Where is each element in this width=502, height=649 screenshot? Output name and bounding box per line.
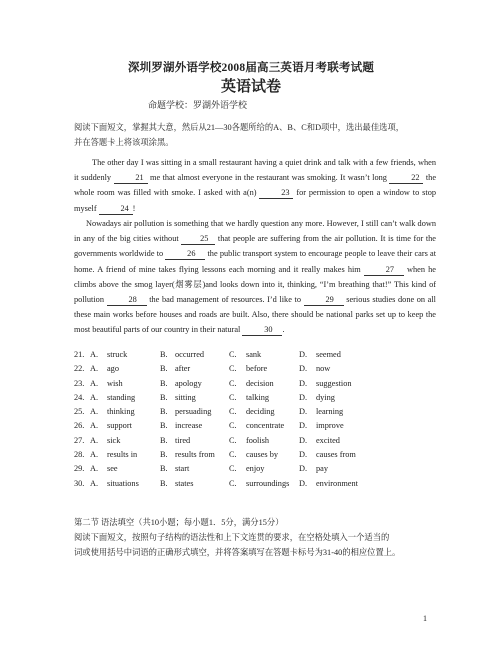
option-b: sitting xyxy=(175,392,196,402)
option-a: sick xyxy=(107,435,121,445)
option-letter-c: C. xyxy=(229,450,237,460)
option-d: dying xyxy=(316,392,335,402)
option-letter-d: D. xyxy=(299,350,308,359)
option-d: seemed xyxy=(316,350,341,359)
option-a: situations xyxy=(107,478,139,488)
question-number: 28. xyxy=(74,450,85,460)
option-letter-a: A. xyxy=(90,450,99,460)
option-row xyxy=(74,419,454,433)
question-number: 30. xyxy=(74,478,85,488)
option-letter-d: D. xyxy=(299,407,308,417)
option-row xyxy=(74,405,454,419)
option-letter-a: A. xyxy=(90,435,99,445)
option-letter-b: B. xyxy=(160,435,168,445)
option-b: states xyxy=(175,478,194,488)
option-c: concentrate xyxy=(246,421,285,431)
option-c: sank xyxy=(246,350,262,359)
option-letter-c: C. xyxy=(229,464,237,474)
page-number: 1 xyxy=(423,614,427,623)
option-b: apology xyxy=(175,378,202,388)
answer-options-list xyxy=(74,348,454,491)
exam-subtitle: 英语试卷 xyxy=(220,79,281,95)
blank-26: 26 xyxy=(165,249,205,260)
option-d: learning xyxy=(316,407,344,417)
option-letter-b: B. xyxy=(160,407,168,417)
option-b: tired xyxy=(175,435,191,445)
question-number: 25. xyxy=(74,407,85,417)
section2-instruction-line2: 词或使用括号中词语的正确形式填空，并将答案填写在答题卡标号为31-40的相应位置上。 xyxy=(74,548,401,557)
passage-paragraph-2 xyxy=(74,216,436,338)
option-c: talking xyxy=(246,392,270,402)
blank-27: 27 xyxy=(364,265,404,276)
passage-paragraph-1 xyxy=(74,155,436,216)
option-letter-c: C. xyxy=(229,364,237,374)
option-b: occurred xyxy=(175,350,205,359)
option-letter-d: D. xyxy=(299,478,308,488)
passage-text: the bad management of resources. I’d like to xyxy=(146,295,304,305)
passage-text: me that almost everyone in the restaurant was smoking. It wasn’t long xyxy=(147,173,390,183)
question-number: 24. xyxy=(74,392,85,402)
option-letter-a: A. xyxy=(90,364,99,374)
option-d: environment xyxy=(316,478,358,488)
option-b: results from xyxy=(175,450,215,460)
option-d: causes from xyxy=(316,450,356,460)
option-c: enjoy xyxy=(246,464,265,474)
passage-text: ! xyxy=(132,203,136,213)
option-a: struck xyxy=(107,350,128,359)
passage-text: the public transport system to encourage people to leave their cars at home. A friend of mine takes flying lessons each morning and it really makes him xyxy=(74,249,436,274)
option-letter-b: B. xyxy=(160,464,168,474)
option-c: surroundings xyxy=(246,478,290,488)
passage-text: The other day I was sitting in a small restaurant having a quiet drink and talk with a few friends, when it suddenly xyxy=(74,158,436,183)
question-number: 26. xyxy=(74,421,85,431)
option-a: support xyxy=(107,421,132,431)
option-letter-b: B. xyxy=(160,450,168,460)
option-letter-c: C. xyxy=(229,392,237,402)
option-a: standing xyxy=(107,392,136,402)
option-letter-a: A. xyxy=(90,378,99,388)
option-letter-c: C. xyxy=(229,378,237,388)
option-letter-d: D. xyxy=(299,450,308,460)
option-letter-a: A. xyxy=(90,392,99,402)
option-letter-a: A. xyxy=(90,464,99,474)
option-row xyxy=(74,348,454,362)
blank-28: 28 xyxy=(107,295,147,306)
option-letter-d: D. xyxy=(299,378,308,388)
option-letter-b: B. xyxy=(160,478,168,488)
option-c: before xyxy=(246,364,268,374)
option-letter-b: B. xyxy=(160,364,168,374)
option-row xyxy=(74,391,454,405)
passage-text: serious studies done on all these main works before houses and roads are built. Also, there should be national parks set up to keep the most beautiful parts of our country in their natural xyxy=(74,295,436,335)
option-letter-b: B. xyxy=(160,421,168,431)
question-number: 23. xyxy=(74,378,85,388)
option-d: excited xyxy=(316,435,340,445)
section1-instruction-line2: 并在答题卡上将该项涂黑。 xyxy=(74,138,174,147)
option-letter-c: C. xyxy=(229,407,237,417)
option-letter-a: A. xyxy=(90,350,99,359)
passage-text: for permission to open a window to stop myself xyxy=(74,188,436,213)
question-number: 29. xyxy=(74,464,85,474)
option-c: causes by xyxy=(246,450,279,460)
option-letter-d: D. xyxy=(299,392,308,402)
option-row xyxy=(74,477,454,491)
option-letter-d: D. xyxy=(299,421,308,431)
option-a: results in xyxy=(107,450,138,460)
option-b: persuading xyxy=(175,407,212,417)
option-row xyxy=(74,362,454,376)
blank-25: 25 xyxy=(181,234,215,245)
blank-29: 29 xyxy=(304,295,344,306)
option-letter-c: C. xyxy=(229,350,237,359)
option-a: see xyxy=(107,464,118,474)
option-c: decision xyxy=(246,378,274,388)
option-c: foolish xyxy=(246,435,270,445)
option-a: thinking xyxy=(107,407,135,417)
option-letter-a: A. xyxy=(90,421,99,431)
blank-21: 21 xyxy=(114,173,148,184)
option-letter-c: C. xyxy=(229,478,237,488)
option-letter-d: D. xyxy=(299,364,308,374)
section2-heading: 第二节 语法填空（共10小题；每小题1．5分，满分15分） xyxy=(74,518,284,527)
option-d: suggestion xyxy=(316,378,352,388)
question-number: 21. xyxy=(74,350,85,359)
section2-instruction-line1: 阅读下面短文，按照句子结构的语法性和上下文连贯的要求，在空格处填入一个适当的 xyxy=(74,533,390,542)
passage-text: when he climbs above the smog layer(烟雾层)and looks down into it, thinking, “I’m breathing that!” This kind of pollution xyxy=(74,264,436,305)
passage-text: Nowadays air pollution is something that we hardly question any more. However, I still can’t walk down in any of the big cities without xyxy=(74,219,436,244)
author-line: 命题学校：罗湖外语学校 xyxy=(148,100,248,110)
blank-24: 24 xyxy=(99,204,133,215)
option-letter-b: B. xyxy=(160,378,168,388)
option-letter-b: B. xyxy=(160,392,168,402)
section1-instruction-line1: 阅读下面短文，掌握其大意，然后从21—30各题所给的A、B、C和D项中，选出最佳选项， xyxy=(74,123,405,132)
passage-text: . xyxy=(282,325,285,335)
option-b: start xyxy=(175,464,190,474)
option-d: now xyxy=(316,364,331,374)
option-d: pay xyxy=(316,464,328,474)
option-c: deciding xyxy=(246,407,275,417)
option-d: improve xyxy=(316,421,344,431)
option-letter-c: C. xyxy=(229,435,237,445)
option-letter-a: A. xyxy=(90,478,99,488)
option-letter-d: D. xyxy=(299,464,308,474)
option-b: increase xyxy=(175,421,203,431)
blank-30: 30 xyxy=(242,325,282,336)
passage-text: the whole room was filled with smoke. I asked with a(n) xyxy=(74,173,436,198)
blank-22: 22 xyxy=(389,173,423,184)
option-letter-a: A. xyxy=(90,407,99,417)
question-number: 27. xyxy=(74,435,85,445)
option-a: ago xyxy=(107,364,119,374)
question-number: 22. xyxy=(74,364,85,374)
option-row xyxy=(74,377,454,391)
option-letter-d: D. xyxy=(299,435,308,445)
option-letter-b: B. xyxy=(160,350,168,359)
option-b: after xyxy=(175,364,191,374)
option-letter-c: C. xyxy=(229,421,237,431)
option-row xyxy=(74,448,454,462)
option-a: wish xyxy=(107,378,123,388)
option-row xyxy=(74,462,454,476)
blank-23: 23 xyxy=(259,188,293,199)
passage-text: that people are suffering from the air pollution. It is time for the governments worldwide to xyxy=(74,234,436,259)
exam-title: 深圳罗湖外语学校2008届高三英语月考联考试题 xyxy=(127,62,375,74)
option-row xyxy=(74,434,454,448)
